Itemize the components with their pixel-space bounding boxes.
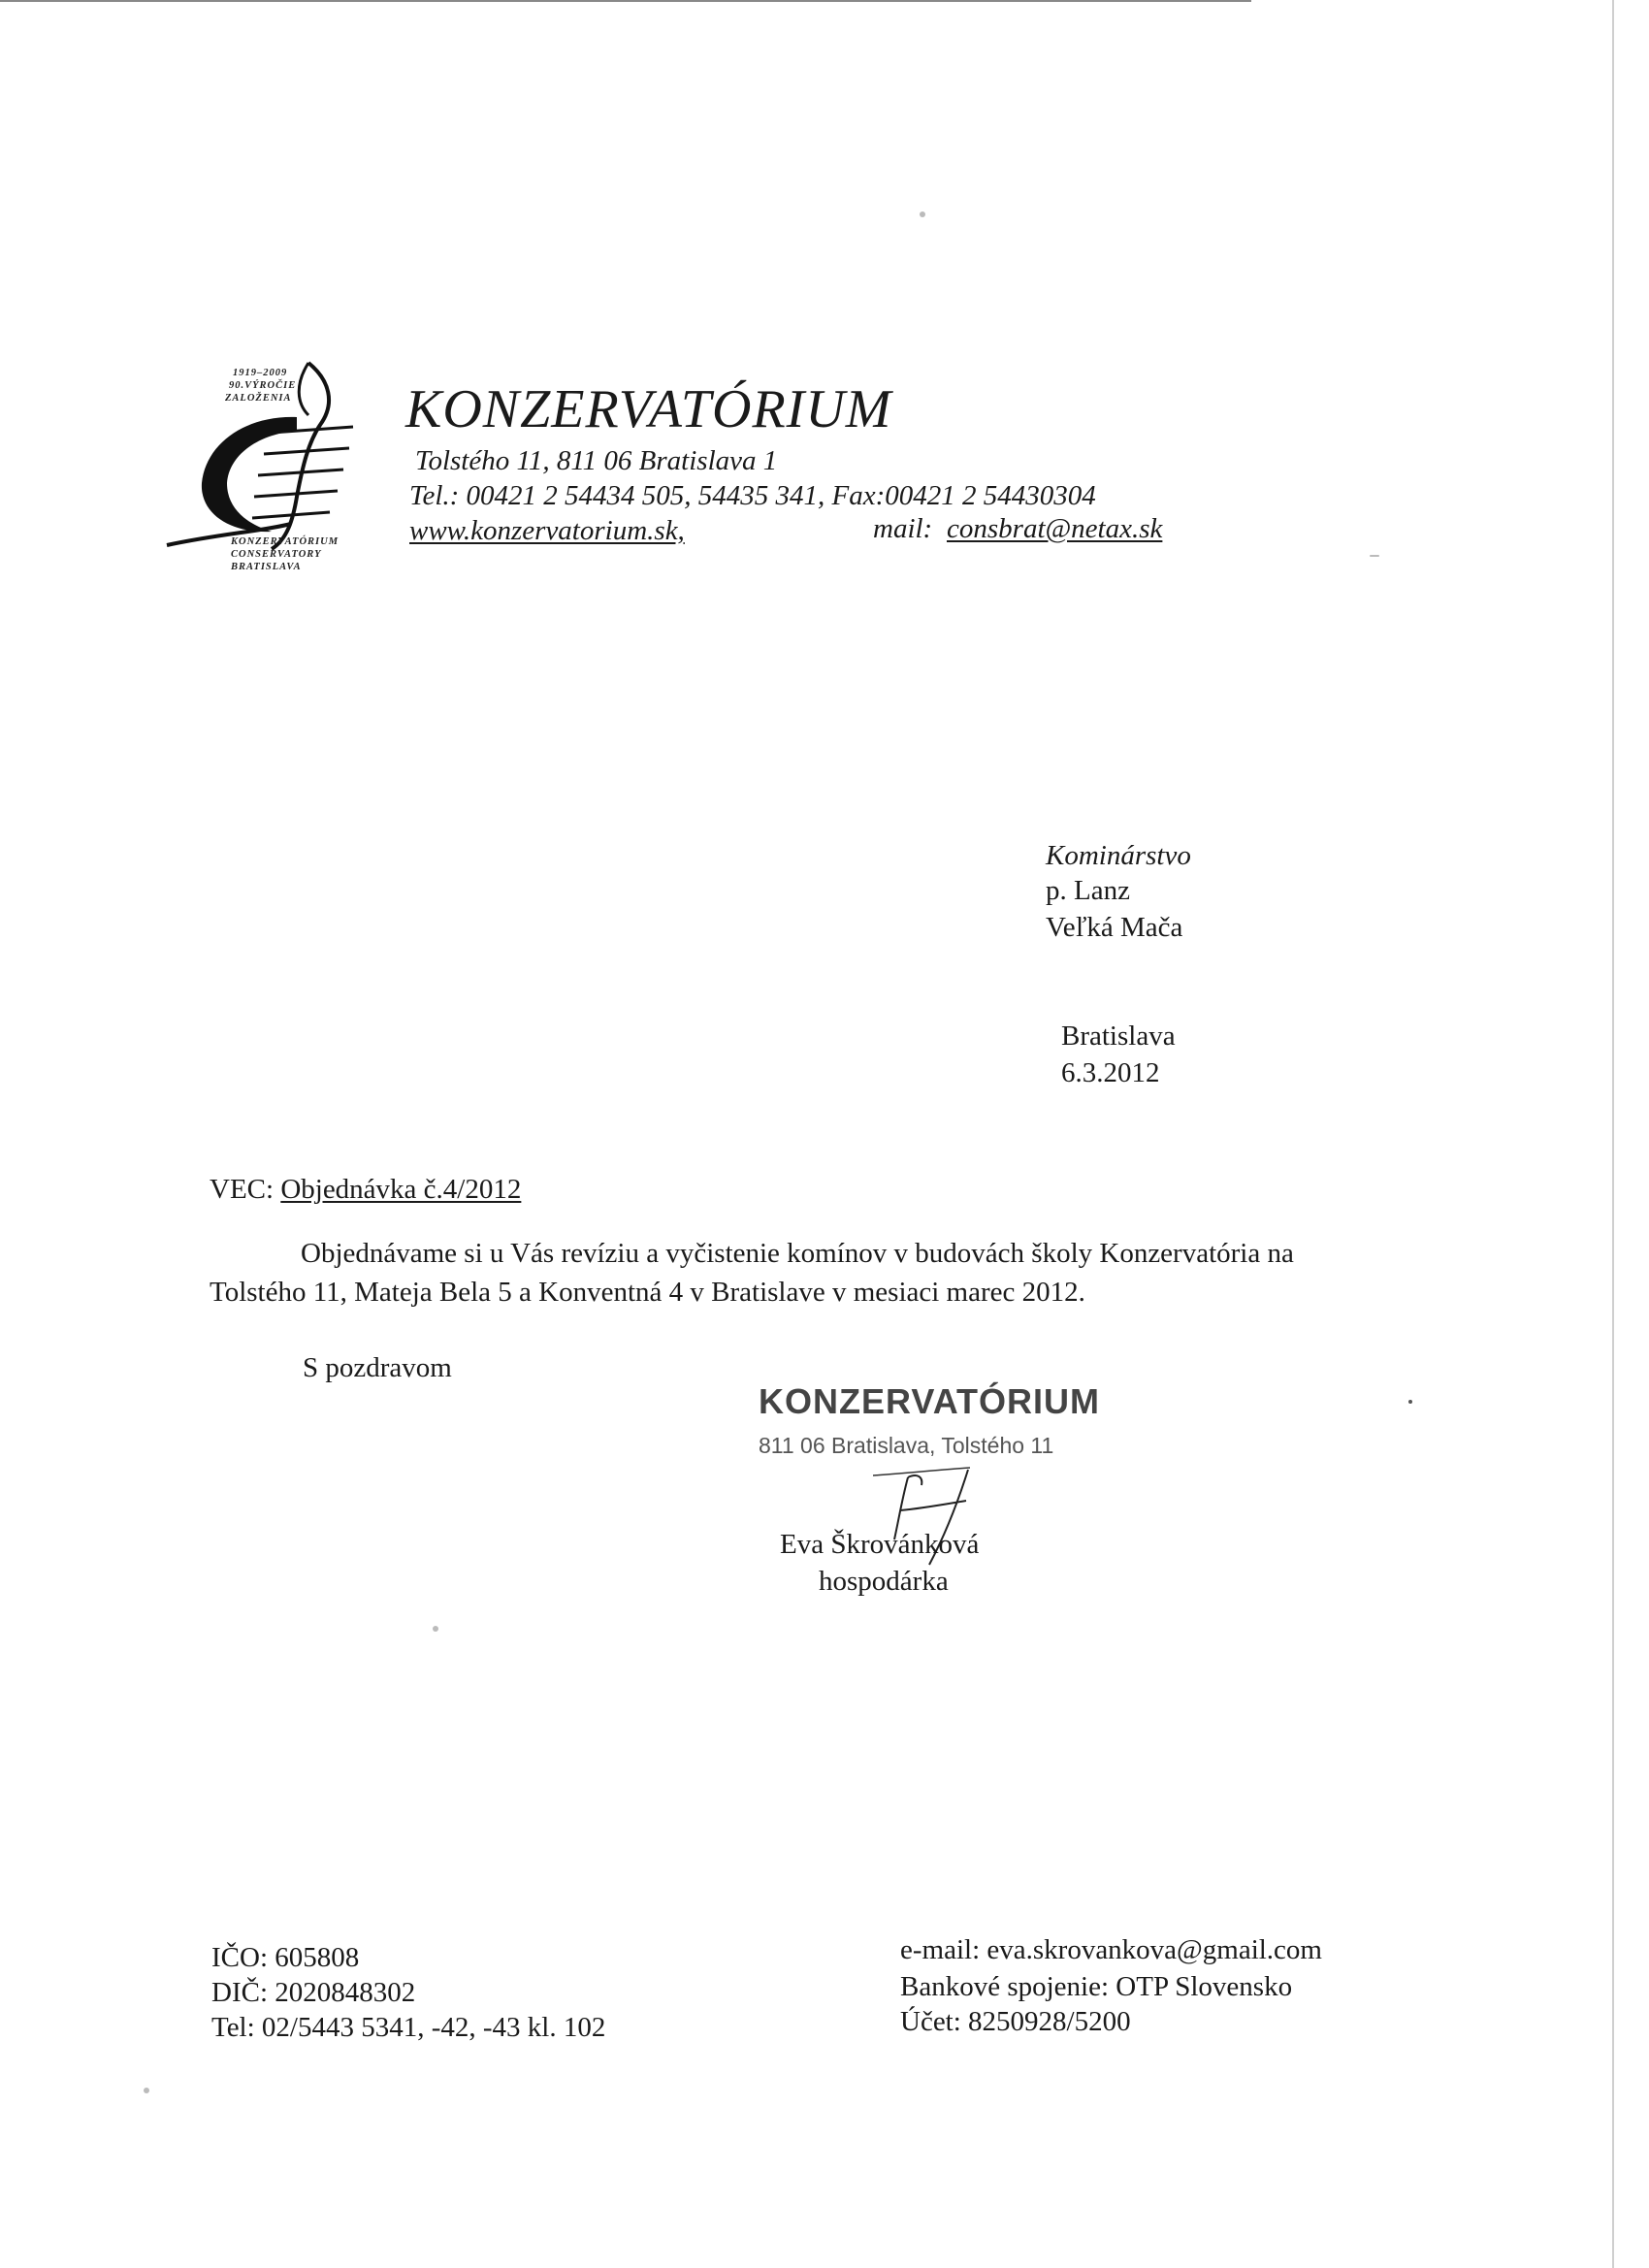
- letterhead-title: KONZERVATÓRIUM: [405, 379, 892, 439]
- letterhead-phone: Tel.: 00421 2 54434 505, 54435 341, Fax:00421 2 54430304: [409, 480, 1096, 511]
- scan-speck: [920, 211, 925, 217]
- footer-account: Účet: 8250928/5200: [900, 2006, 1131, 2037]
- signatory-name: Eva Škrovánková: [780, 1529, 980, 1560]
- scan-edge-right: [1612, 0, 1614, 2268]
- letterhead-website-link[interactable]: www.konzervatorium.sk,: [409, 515, 685, 546]
- logo-years: 1919–2009: [233, 368, 288, 378]
- letter-date: 6.3.2012: [1061, 1057, 1160, 1088]
- stamp-title: KONZERVATÓRIUM: [759, 1381, 1100, 1421]
- letter-place: Bratislava: [1061, 1021, 1176, 1052]
- scan-speck: [1370, 555, 1379, 557]
- signatory-role: hospodárka: [819, 1566, 949, 1597]
- footer-email: e-mail: eva.skrovankova@gmail.com: [900, 1934, 1322, 1965]
- closing-greeting: S pozdravom: [303, 1352, 452, 1383]
- subject-text: Objednávka č.4/2012: [280, 1174, 522, 1205]
- conservatory-logo: [163, 359, 372, 584]
- recipient-person: p. Lanz: [1046, 875, 1130, 906]
- body-line-2: Tolstého 11, Mateja Bela 5 a Konventná 4 v Bratislave v mesiaci marec 2012.: [210, 1277, 1085, 1308]
- body-line-1: Objednávame si u Vás revíziu a vyčistenie komínov v budovách školy Konzervatória na: [301, 1238, 1294, 1269]
- scan-speck: [144, 2088, 149, 2093]
- scan-edge-top: [0, 0, 1251, 2]
- subject-label: VEC:: [210, 1174, 275, 1205]
- subject-line: [210, 1172, 521, 1207]
- logo-anniversary: 90.VÝROČIE: [229, 380, 297, 391]
- recipient-town: Veľká Mača: [1046, 912, 1183, 943]
- logo-founding: ZALOŽENIA: [225, 393, 292, 404]
- scan-speck: [1408, 1400, 1412, 1404]
- letterhead-mail-label: mail:: [873, 513, 933, 544]
- footer-tel: Tel: 02/5443 5341, -42, -43 kl. 102: [211, 2012, 606, 2043]
- logo-city: BRATISLAVA: [231, 562, 302, 572]
- recipient-company: Kominárstvo: [1046, 840, 1191, 871]
- footer-bank: Bankové spojenie: OTP Slovensko: [900, 1971, 1293, 2002]
- footer-ico: IČO: 605808: [211, 1942, 360, 1973]
- letterhead-email-link[interactable]: consbrat@netax.sk: [947, 513, 1163, 544]
- logo-name-en: CONSERVATORY: [231, 549, 322, 560]
- logo-name-sk: KONZERVATÓRIUM: [231, 536, 340, 547]
- letterhead-address: Tolstého 11, 811 06 Bratislava 1: [415, 445, 778, 476]
- footer-dic: DIČ: 2020848302: [211, 1977, 416, 2008]
- stamp-address: 811 06 Bratislava, Tolstého 11: [759, 1433, 1054, 1458]
- scan-speck: [433, 1626, 438, 1632]
